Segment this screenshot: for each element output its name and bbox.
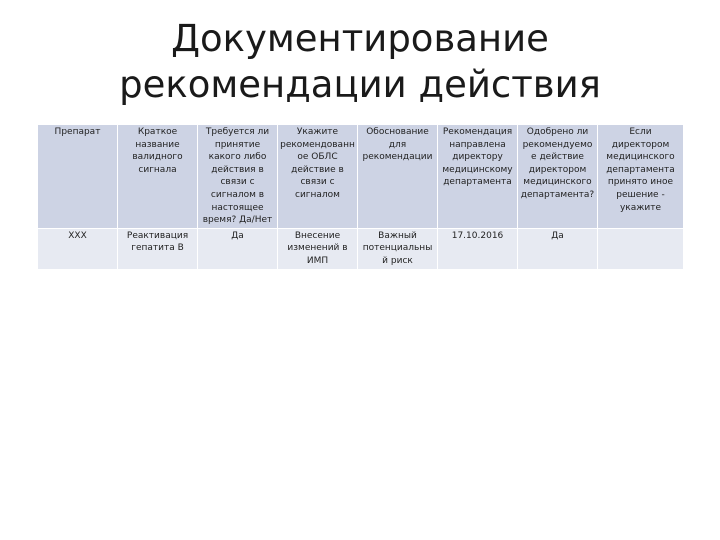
header-cell-drug: Препарат	[38, 125, 118, 229]
header-cell-approved: Одобрено ли рекомендуемое действие директором медицинского департамента?	[518, 125, 598, 229]
title-line-2: рекомендации действия	[119, 63, 601, 106]
cell-action-required: Да	[198, 228, 278, 269]
cell-signal-name: Реактивация гепатита В	[118, 228, 198, 269]
cell-sent-date: 17.10.2016	[438, 228, 518, 269]
cell-drug: XXX	[38, 228, 118, 269]
header-cell-other-decision: Если директором медицинского департамента принято иное решение - укажите	[598, 125, 684, 229]
table-header-row	[38, 125, 684, 229]
cell-approved: Да	[518, 228, 598, 269]
table-row	[38, 228, 684, 269]
header-cell-justification: Обоснование для рекомендации	[358, 125, 438, 229]
header-cell-action-required: Требуется ли принятие какого либо действия в связи с сигналом в настоящее время? Да/Нет	[198, 125, 278, 229]
cell-recommended-action: Внесение изменений в ИМП	[278, 228, 358, 269]
cell-justification: Важный потенциальный риск	[358, 228, 438, 269]
signal-action-table	[37, 124, 684, 270]
slide-title	[80, 16, 640, 108]
title-line-1: Документирование	[171, 17, 549, 60]
header-cell-recommended-action: Укажите рекомендованн ое ОБЛС действие в связи с сигналом	[278, 125, 358, 229]
header-cell-sent-to-director: Рекомендация направлена директору медицинскому департамента	[438, 125, 518, 229]
header-cell-signal-name: Краткое название валидного сигнала	[118, 125, 198, 229]
cell-other-decision	[598, 228, 684, 269]
